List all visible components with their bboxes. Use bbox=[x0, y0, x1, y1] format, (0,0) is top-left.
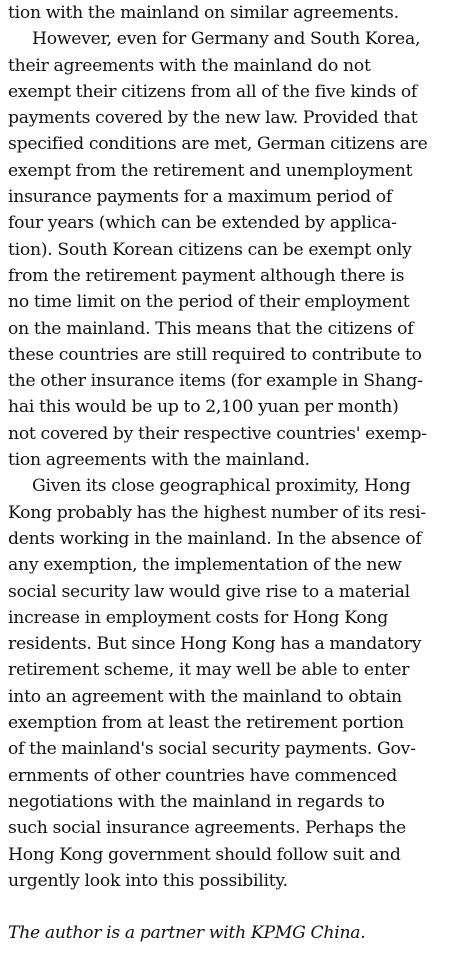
article-paragraphs bbox=[8, 0, 448, 894]
text-line: any exemption, the implementation of the new bbox=[8, 555, 402, 576]
text-line: exempt from the retirement and unemployment bbox=[8, 160, 413, 181]
text-line: no time limit on the period of their employment bbox=[8, 292, 410, 313]
text-line: hai this would be up to 2,100 yuan per month) bbox=[8, 397, 399, 418]
text-line: exempt their citizens from all of the five kinds of bbox=[8, 81, 418, 102]
text-line: Given its close geographical proximity, Hong bbox=[32, 476, 411, 497]
paragraph bbox=[8, 473, 448, 894]
text-line: four years (which can be extended by applica- bbox=[8, 213, 397, 234]
author-byline: The author is a partner with KPMG China. bbox=[8, 923, 366, 944]
text-line: increase in employment costs for Hong Kong bbox=[8, 607, 388, 628]
text-line: tion). South Korean citizens can be exempt only bbox=[8, 239, 412, 260]
text-line: negotiations with the mainland in regards to bbox=[8, 791, 385, 812]
text-line: Hong Kong government should follow suit and bbox=[8, 844, 401, 865]
text-line: retirement scheme, it may well be able to enter bbox=[8, 660, 410, 681]
text-line: ernments of other countries have commenced bbox=[8, 765, 397, 786]
text-line: insurance payments for a maximum period of bbox=[8, 187, 393, 208]
text-line: on the mainland. This means that the citizens of bbox=[8, 318, 414, 339]
paragraph bbox=[8, 0, 448, 26]
text-line: these countries are still required to contribute to bbox=[8, 344, 422, 365]
text-line: such social insurance agreements. Perhaps the bbox=[8, 818, 406, 839]
text-line: social security law would give rise to a material bbox=[8, 581, 410, 602]
text-line: tion with the mainland on similar agreements. bbox=[8, 3, 399, 23]
paragraph bbox=[8, 26, 448, 473]
text-line: Kong probably has the highest number of its resi- bbox=[8, 502, 426, 523]
text-line: exemption from at least the retirement portion bbox=[8, 713, 404, 734]
text-line: payments covered by the new law. Provided that bbox=[8, 108, 418, 129]
text-line: tion agreements with the mainland. bbox=[8, 450, 310, 471]
text-line: residents. But since Hong Kong has a mandatory bbox=[8, 634, 422, 655]
text-line: urgently look into this possibility. bbox=[8, 870, 288, 891]
article-body bbox=[8, 0, 448, 947]
text-line: dents working in the mainland. In the absence of bbox=[8, 528, 422, 549]
text-line: into an agreement with the mainland to obtain bbox=[8, 686, 402, 707]
text-line: their agreements with the mainland do not bbox=[8, 55, 371, 76]
text-line: of the mainland's social security payments. Gov- bbox=[8, 739, 416, 760]
text-line: from the retirement payment although there is bbox=[8, 265, 405, 286]
byline-spacer bbox=[8, 894, 448, 920]
text-line: not covered by their respective countries' exemp- bbox=[8, 423, 427, 444]
text-line: However, even for Germany and South Korea, bbox=[32, 29, 421, 50]
text-line: specified conditions are met, German citizens are bbox=[8, 134, 428, 155]
text-line: the other insurance items (for example in Shang- bbox=[8, 371, 423, 392]
